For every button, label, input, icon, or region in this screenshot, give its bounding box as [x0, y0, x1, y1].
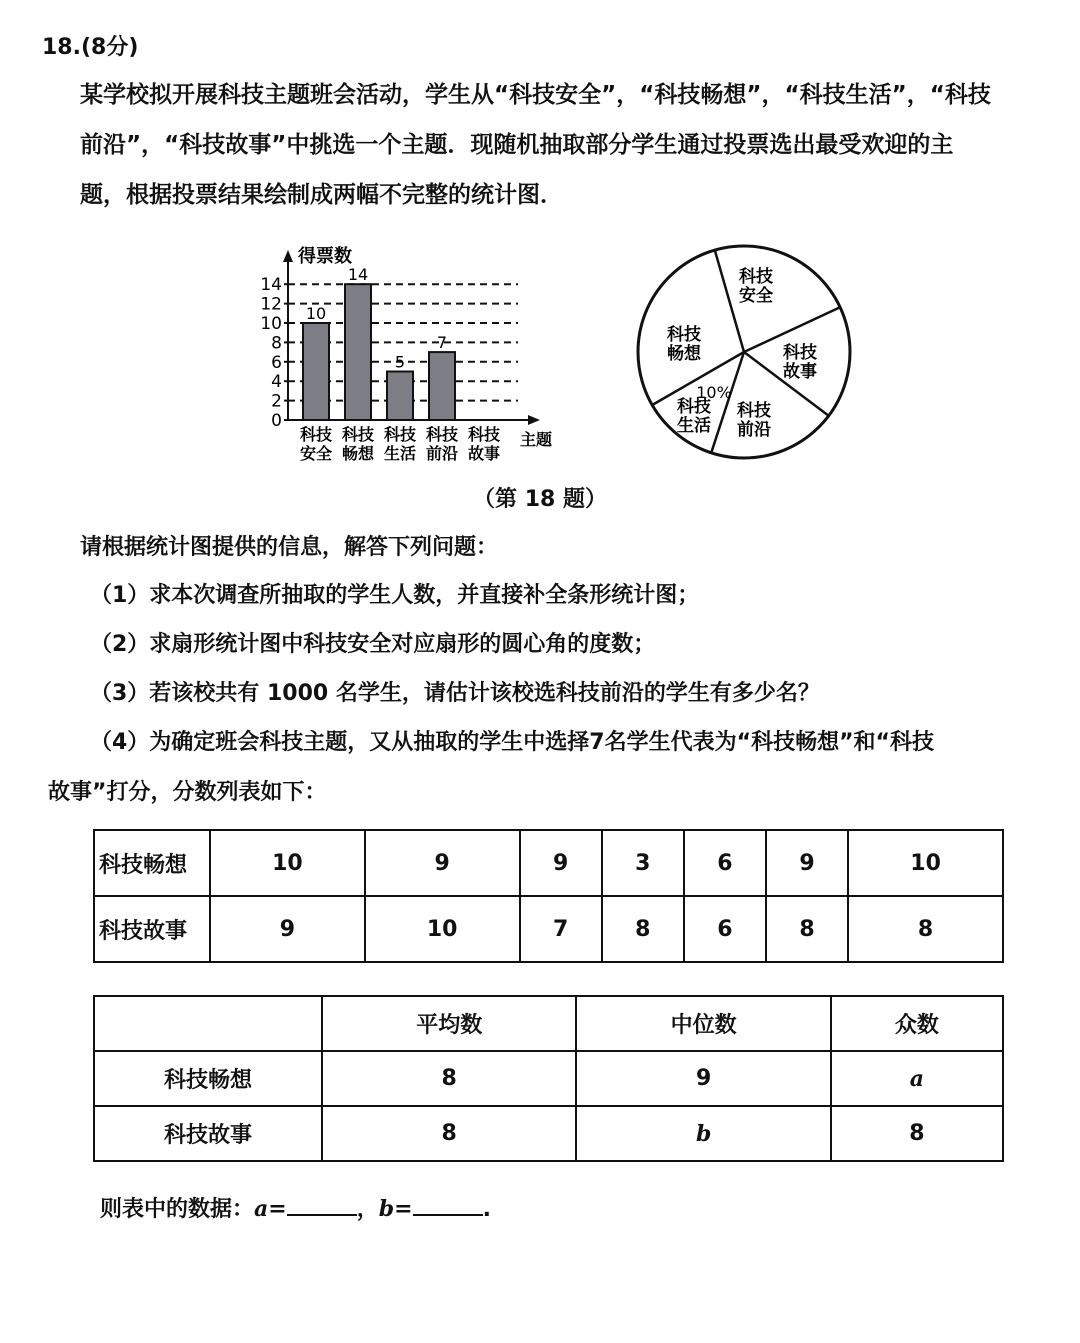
pie-slice-label: 前沿 [737, 420, 771, 440]
question-number: 18.(8分) [42, 35, 139, 60]
score-cell: 9 [365, 830, 520, 896]
x-tick-label: 故事 [467, 444, 501, 463]
y-axis-label: 得票数 [298, 246, 352, 267]
y-tick-label: 4 [271, 372, 282, 393]
score-cell: 10 [848, 830, 1003, 896]
final-answer-line [100, 1192, 491, 1223]
intro-line: 某学校拟开展科技主题班会活动，学生从“科技安全”，“科技畅想”，“科技生活”，“科技 [80, 82, 991, 108]
mode-cell: 8 [831, 1106, 1003, 1161]
row-label: 科技畅想 [94, 830, 210, 896]
answer-b-label: b= [378, 1196, 413, 1222]
bar-data-label: 5 [394, 352, 406, 372]
header-cell: 中位数 [576, 996, 830, 1051]
score-cell: 8 [766, 896, 848, 962]
median-cell: 9 [576, 1051, 830, 1106]
sub-question-3: （3）若该校共有 1000 名学生，请估计该校选科技前沿的学生有多少名？ [90, 681, 820, 706]
x-axis-label: 主题 [520, 430, 553, 449]
table-row [94, 896, 1003, 962]
pie-slice-label: 安全 [739, 286, 773, 306]
x-tick-label: 科技 [425, 425, 459, 444]
bar [429, 352, 455, 420]
header-cell: 众数 [831, 996, 1003, 1051]
separator: ， [356, 1197, 379, 1222]
figure-charts [0, 0, 1080, 480]
y-tick-label: 8 [271, 333, 282, 354]
row-label: 科技故事 [94, 1106, 322, 1161]
score-cell: 8 [602, 896, 684, 962]
final-end: . [482, 1197, 491, 1222]
pie-slice-label: 生活 [677, 416, 711, 436]
score-cell: 9 [766, 830, 848, 896]
row-label: 科技畅想 [94, 1051, 322, 1106]
score-cell: 9 [210, 896, 365, 962]
header-cell: 平均数 [322, 996, 576, 1051]
score-table [93, 829, 1004, 963]
bar-data-label: 7 [436, 333, 448, 353]
x-tick-label: 生活 [383, 444, 417, 463]
x-tick-label: 科技 [299, 425, 333, 444]
bar-data-label: 14 [347, 265, 369, 285]
score-cell: 7 [520, 896, 602, 962]
pie-percent-label: 10% [696, 383, 732, 402]
mode-cell: a [831, 1051, 1003, 1106]
answer-b-blank[interactable] [413, 1196, 483, 1216]
header-cell [94, 996, 322, 1051]
score-cell: 10 [365, 896, 520, 962]
table-row [94, 830, 1003, 896]
mean-cell: 8 [322, 1051, 576, 1106]
score-cell: 8 [848, 896, 1003, 962]
sub-question-1: （1）求本次调查所抽取的学生人数，并直接补全条形统计图； [90, 583, 700, 608]
score-cell: 6 [684, 830, 766, 896]
pie-slice-label: 畅想 [667, 344, 701, 364]
pie-slice-label: 科技 [667, 325, 701, 345]
row-label: 科技故事 [94, 896, 210, 962]
y-tick-label: 6 [271, 352, 282, 373]
mean-cell: 8 [322, 1106, 576, 1161]
stats-table [93, 995, 1004, 1162]
pie-slice-label: 科技 [783, 343, 817, 363]
intro-line: 前沿”，“科技故事”中挑选一个主题．现随机抽取部分学生通过投票选出最受欢迎的主 [80, 132, 954, 158]
answer-a-label: a= [254, 1196, 287, 1222]
answer-a-blank[interactable] [287, 1196, 357, 1216]
sub-question-4-cont: 故事”打分，分数列表如下： [48, 780, 327, 805]
x-axis-arrow [528, 415, 540, 425]
score-cell: 10 [210, 830, 365, 896]
bar-data-label: 10 [305, 304, 327, 323]
table-row [94, 1106, 1003, 1161]
sub-question-2: （2）求扇形统计图中科技安全对应扇形的圆心角的度数； [90, 632, 656, 657]
y-tick-label: 12 [260, 294, 282, 315]
score-cell: 6 [684, 896, 766, 962]
table-row [94, 1051, 1003, 1106]
bar [345, 284, 371, 420]
x-tick-label: 科技 [383, 425, 417, 444]
figure-caption: （第 18 题） [473, 487, 607, 512]
pie-slice-label: 故事 [783, 362, 817, 382]
pie-slice-label: 科技 [739, 267, 773, 287]
score-cell: 3 [602, 830, 684, 896]
prompt-text: 请根据统计图提供的信息，解答下列问题： [80, 535, 499, 560]
table-header-row [94, 996, 1003, 1051]
x-tick-label: 科技 [467, 425, 501, 444]
x-tick-label: 安全 [299, 444, 333, 463]
score-cell: 9 [520, 830, 602, 896]
sub-question-4: （4）为确定班会科技主题，又从抽取的学生中选择7名学生代表为“科技畅想”和“科技 [90, 730, 934, 755]
x-tick-label: 前沿 [425, 444, 459, 463]
bar [303, 323, 329, 420]
x-tick-label: 科技 [341, 425, 375, 444]
y-tick-label: 0 [271, 411, 282, 431]
y-tick-label: 10 [260, 314, 282, 334]
intro-line: 题，根据投票结果绘制成两幅不完整的统计图． [80, 182, 563, 208]
pie-slice-label: 科技 [737, 401, 771, 421]
final-text: 则表中的数据： [100, 1197, 255, 1222]
median-cell: b [576, 1106, 830, 1161]
y-tick-label: 14 [260, 275, 282, 296]
x-tick-label: 畅想 [341, 444, 375, 463]
y-tick-label: 2 [271, 391, 282, 412]
y-axis-arrow [283, 250, 293, 262]
bar [387, 372, 413, 421]
pie-slice-label: 科技 [677, 397, 711, 417]
